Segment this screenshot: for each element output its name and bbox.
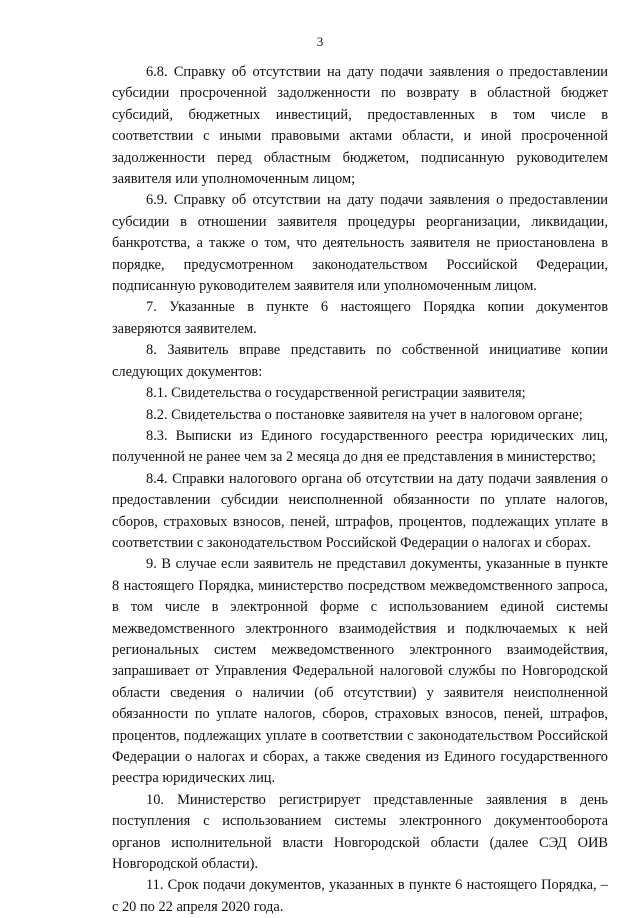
document-body	[112, 62, 608, 918]
paragraph-8: 8. Заявитель вправе представить по собственной инициативе копии следующих документов:	[112, 342, 608, 380]
paragraph-8-1: 8.1. Свидетельства о государственной регистрации заявителя;	[146, 385, 526, 402]
paragraph-10: 10. Министерство регистрирует представленные заявления в день поступления с использованием системы электронного документооборота органов исполнительной власти Новгородской области (далее СЭД ОИВ Новгородской области).	[112, 791, 608, 873]
paragraph-8-4: 8.4. Справки налогового органа об отсутствии на дату подачи заявления о предоставлении субсидии неисполненной обязанности по уплате налогов, сборов, страховых взносов, пеней, штрафов, процентов, подлежащих уплате в соответствии с законодательством Российской Федерации о налогах и сборах.	[112, 470, 608, 551]
paragraph-8-2: 8.2. Свидетельства о постановке заявителя на учет в налоговом органе;	[146, 406, 583, 423]
paragraph-11: 11. Срок подачи документов, указанных в пункте 6 настоящего Порядка, – с 20 по 22 апреля 2020 года.	[112, 877, 608, 915]
paragraph-9: 9. В случае если заявитель не представил документы, указанные в пункте 8 настоящего Порядка, министерство посредством межведомственного запроса, в том числе в электронной форме с использованием единой системы межведомственного электронного взаимодействия и подключаемых к ней региональных систем межведомственного электронного взаимодействия, запрашивает от Управления Федеральной налоговой службы по Новгородской области сведения о наличии (об отсутствии) у заявителя неисполненной обязанности по уплате налогов, сборов, страховых взносов, пеней, штрафов, процентов, подлежащих уплате в соответствии с законодательством Российской Федерации о налогах и сборах, а также сведения из Единого государственного реестра юридических лиц.	[112, 556, 608, 787]
paragraph-6-8: 6.8. Справку об отсутствии на дату подачи заявления о предоставлении субсидии просроченной задолженности по возврату в областной бюджет субсидий, бюджетных инвестиций, предоставленных в том числе в соответствии с иными правовыми актами области, и иной просроченной задолженности перед областным бюджетом, подписанную руководителем заявителя или уполномоченным лицом;	[112, 64, 608, 188]
paragraph-8-3: 8.3. Выписки из Единого государственного реестра юридических лиц, полученной не ранее чем за 2 месяца до дня ее представления в министерство;	[112, 427, 608, 466]
paragraph-7: 7. Указанные в пункте 6 настоящего Порядка копии документов заверяются заявителем.	[112, 299, 608, 337]
paragraph-6-9: 6.9. Справку об отсутствии на дату подачи заявления о предоставлении субсидии в отношении заявителя процедуры реорганизации, ликвидации, банкротства, а также о том, что деятельность заявителя не приостановлена в порядке, предусмотренном законодательством Российской Федерации, подписанную руководителем заявителя или уполномоченным лицом.	[112, 192, 608, 295]
page-number: 3	[316, 34, 324, 49]
